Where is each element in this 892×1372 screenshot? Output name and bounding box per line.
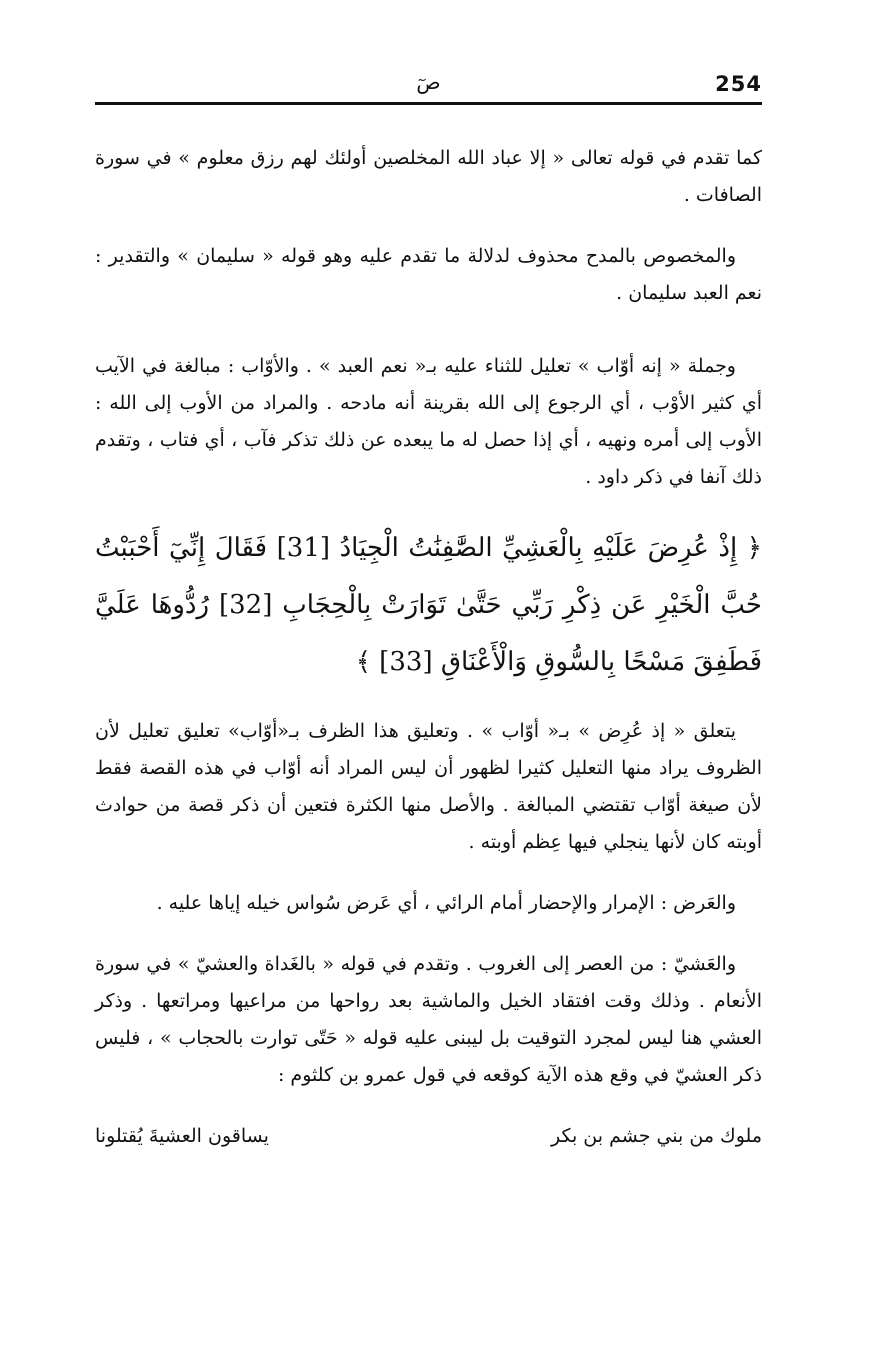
page-header bbox=[95, 68, 762, 102]
paragraph-2: والمخصوص بالمدح محذوف لدلالة ما تقدم عليه وهو قوله « سليمان » والتقدير : نعم العبد سليمان . bbox=[95, 245, 762, 304]
page-number: 254 bbox=[715, 72, 762, 96]
paragraph-5: والعَرض : الإمرار والإحضار أمام الرائي ، أي عَرض سُواس خيله إياها عليه . bbox=[156, 892, 736, 914]
poem-first-hemistich: ملوك من بني جشم بن بكر bbox=[551, 1125, 762, 1147]
paragraph-3: وجملة « إنه أوّاب » تعليل للثناء عليه بـ« نعم العبد » . والأوّاب : مبالغة في الآيب أي كثير الأوْب ، أي الرجوع إلى الله بقرينة أنه مادحه . والمراد من الأوب إلى الله : الأوب إلى أمره ونهيه ، أي إذا حصل له ما يبعده عن ذلك تذكر فآب ، أي فتاب ، وتقدم ذلك آنفا في ذكر داود . bbox=[95, 355, 762, 488]
surah-title: صٓ bbox=[416, 70, 441, 94]
poem-verse bbox=[95, 1118, 762, 1155]
quran-verse: ﴿ إِذْ عُرِضَ عَلَيْهِ بِالْعَشِيِّ الصَّٰفِنَٰتُ الْجِيَادُ [31] فَقَالَ إِنِّيٓ أَحْبَبْتُ حُبَّ الْخَيْرِ عَن ذِكْرِ رَبِّي حَتَّىٰ تَوَارَتْ بِالْحِجَابِ [32] رُدُّوهَا عَلَيَّ فَطَفِقَ مَسْحًا بِالسُّوقِ وَالْأَعْنَاقِ [33] ﴾ bbox=[95, 533, 762, 677]
paragraph-6: والعَشيّ : من العصر إلى الغروب . وتقدم في قوله « بالغَداة والعشيّ » في سورة الأنعام . وذلك وقت افتقاد الخيل والماشية بعد رواحها من مراعيها ومراتعها . وذكر العشي هنا ليس لمجرد التوقيت بل ليبنى عليه قوله « حَتّى توارت بالحجاب » ، فليس ذكر العشيّ في وقع هذه الآية كوقعه في قول عمرو بن كلثوم : bbox=[95, 953, 762, 1086]
paragraph-1: كما تقدم في قوله تعالى « إلا عباد الله المخلصين أولئك لهم رزق معلوم » في سورة الصافات . bbox=[95, 147, 762, 206]
page-body bbox=[95, 140, 762, 1155]
header-divider bbox=[95, 102, 762, 105]
paragraph-4: يتعلق « إذ عُرِض » بـ« أوّاب » . وتعليق هذا الظرف بـ«أوّاب» تعليق تعليل لأن الظروف يراد منها التعليل كثيرا لظهور أن ليس المراد أنه أوّاب في هذه القصة فقط لأن صيغة أوّاب تقتضي المبالغة . والأصل منها الكثرة فتعين أن ذكر قصة من حوادث أوبته كان لأنها ينجلي فيها عِظم أوبته . bbox=[95, 720, 762, 853]
poem-second-hemistich: يساقون العشيةَ يُقتلونا bbox=[95, 1125, 269, 1147]
